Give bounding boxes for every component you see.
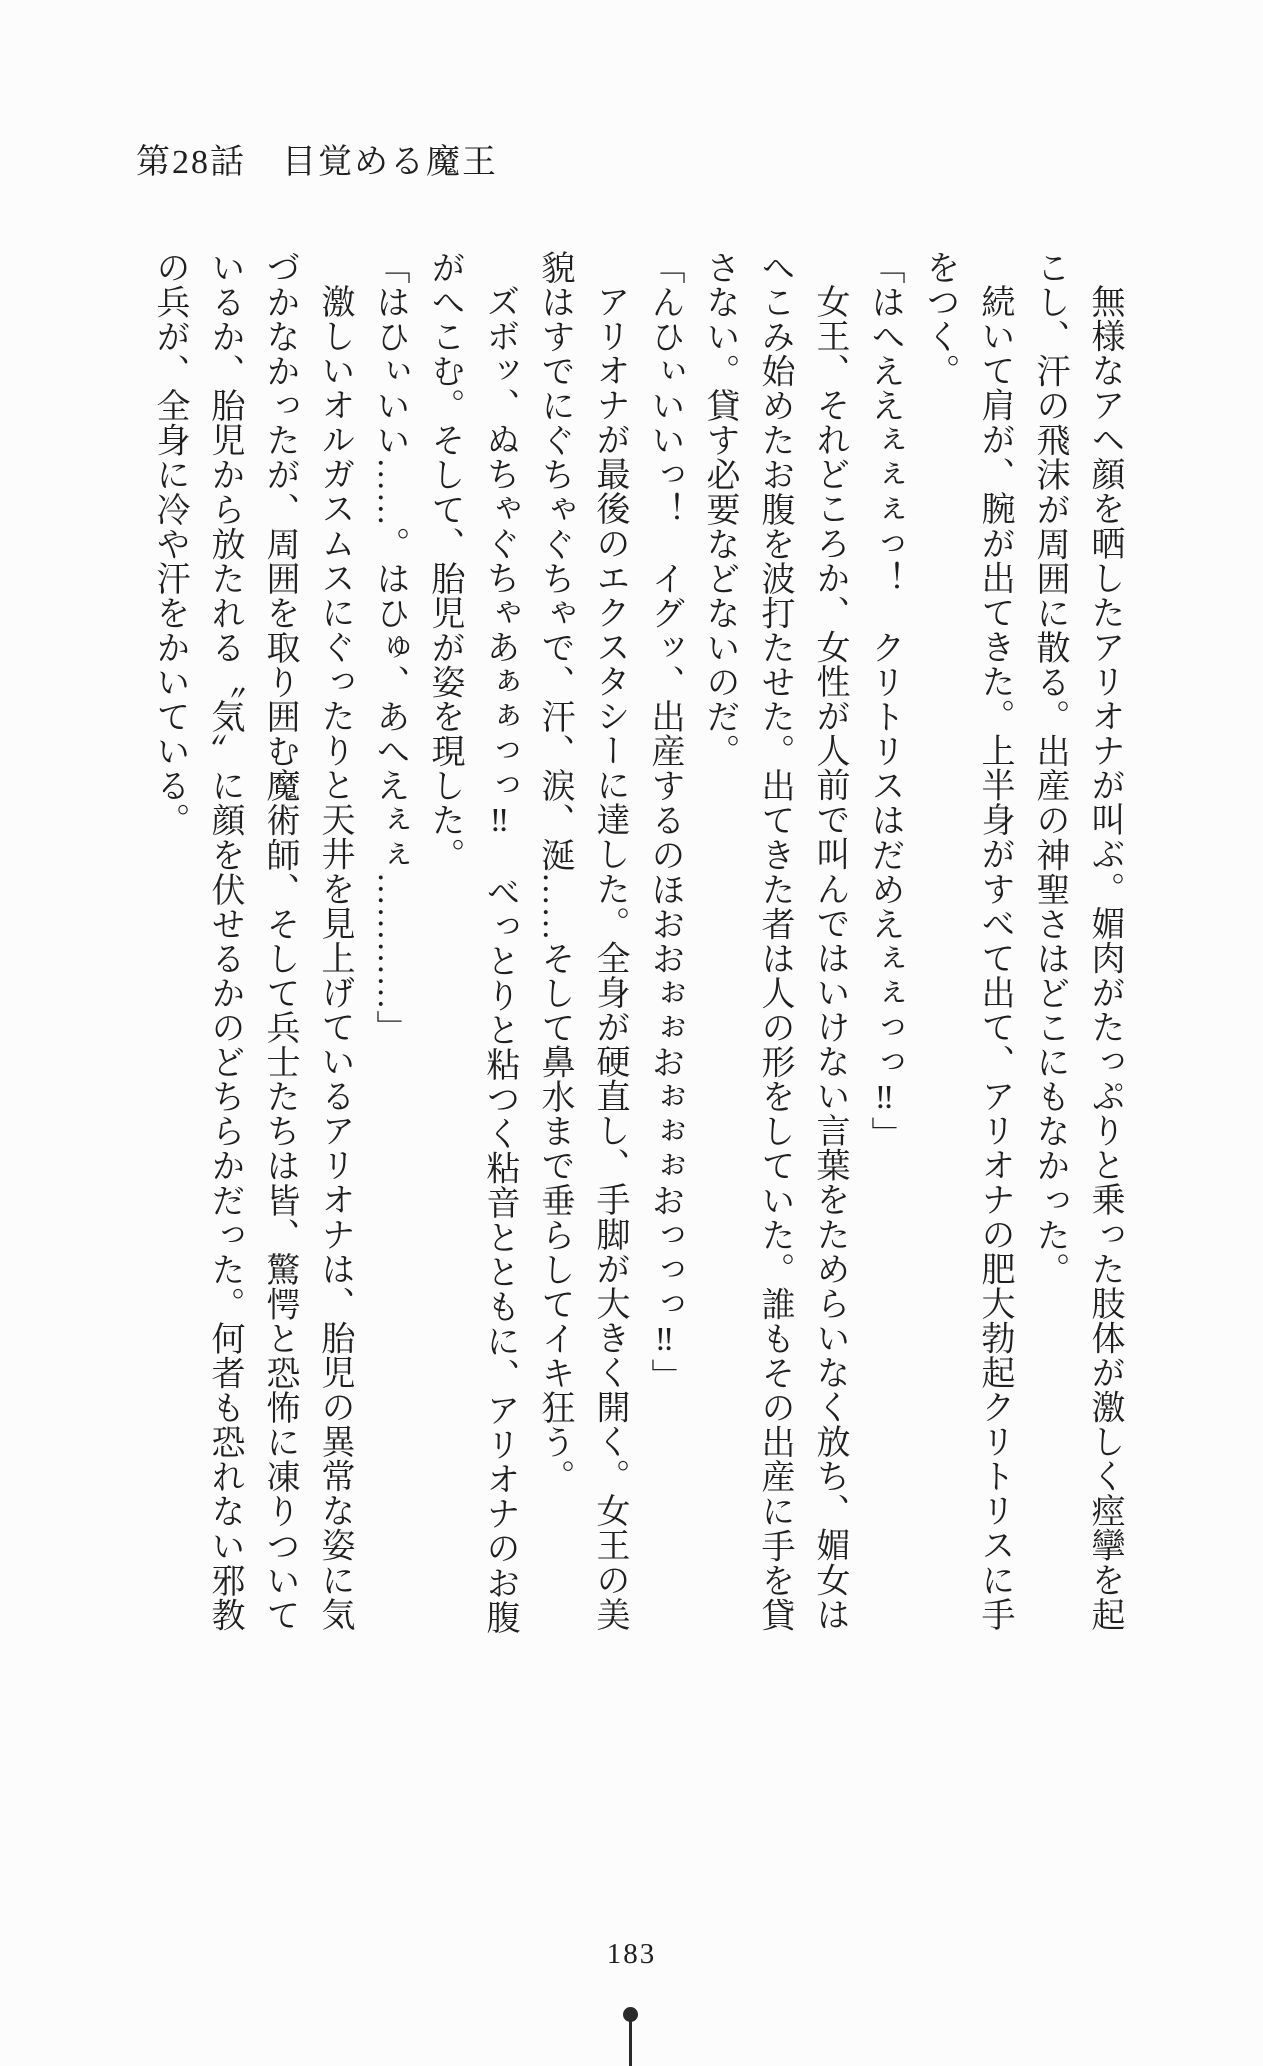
paragraph: アリオナが最後のエクスタシーに達した。全身が硬直し、手脚が大きく開く。女王の美貌はすでにぐちゃぐちゃで、汗、涙、涎……そして鼻水まで垂らしてイキ狂う。 bbox=[536, 250, 628, 1632]
paragraph: 女王、それどころか、女性が人前で叫んではいけない言葉をためらいなく放ち、媚女はへこみ始めたお腹を波打たせた。出てきた者は人の形をしていた。誰もその出産に手を貸さない。貸す必要などないのだ。 bbox=[701, 250, 848, 1632]
body-text bbox=[142, 250, 1132, 1638]
paragraph-dialogue: 「んひぃいいっ！ イグッ、出産するのほおおぉぉおぉぉぉおっっっ‼」 bbox=[646, 250, 683, 1394]
paragraph-dialogue: 「はへええぇぇぇっ！ クリトリスはだめえぇぇっっ‼」 bbox=[866, 250, 903, 1152]
page-number: 183 bbox=[606, 1938, 657, 1970]
paragraph: 無様なアヘ顔を晒したアリオナが叫ぶ。媚肉がたっぷりと乗った肢体が激しく痙攣を起こし、汗の飛沫が周囲に散る。出産の神聖さはどこにもなかった。 bbox=[1031, 250, 1123, 1632]
paragraph: 激しいオルガスムスにぐったりと天井を見上げているアリオナは、胎児の異常な姿に気づかなかったが、周囲を取り囲む魔術師、そして兵士たちは皆、驚愕と恐怖に凍りついているか、胎児から放たれる〝気〟に顔を伏せるかのどちらかだった。何者も恐れない邪教の兵が、全身に冷や汗をかいている。 bbox=[151, 250, 353, 1632]
chapter-header: 第28話 目覚める魔王 bbox=[136, 144, 498, 181]
page-ornament-line bbox=[629, 2018, 632, 2066]
paragraph: ズボッ、ぬちゃぐちゃあぁぁっっ‼ べっとりと粘つく粘音とともに、アリオナのお腹がへこむ。そして、胎児が姿を現した。 bbox=[426, 250, 518, 1635]
paragraph-dialogue: 「はひぃいい……。はひゅ、あへえぇぇ…………」 bbox=[371, 250, 408, 1045]
paragraph: 続いて肩が、腕が出てきた。上半身がすべて出て、アリオナの肥大勃起クリトリスに手をつく。 bbox=[921, 250, 1013, 1632]
